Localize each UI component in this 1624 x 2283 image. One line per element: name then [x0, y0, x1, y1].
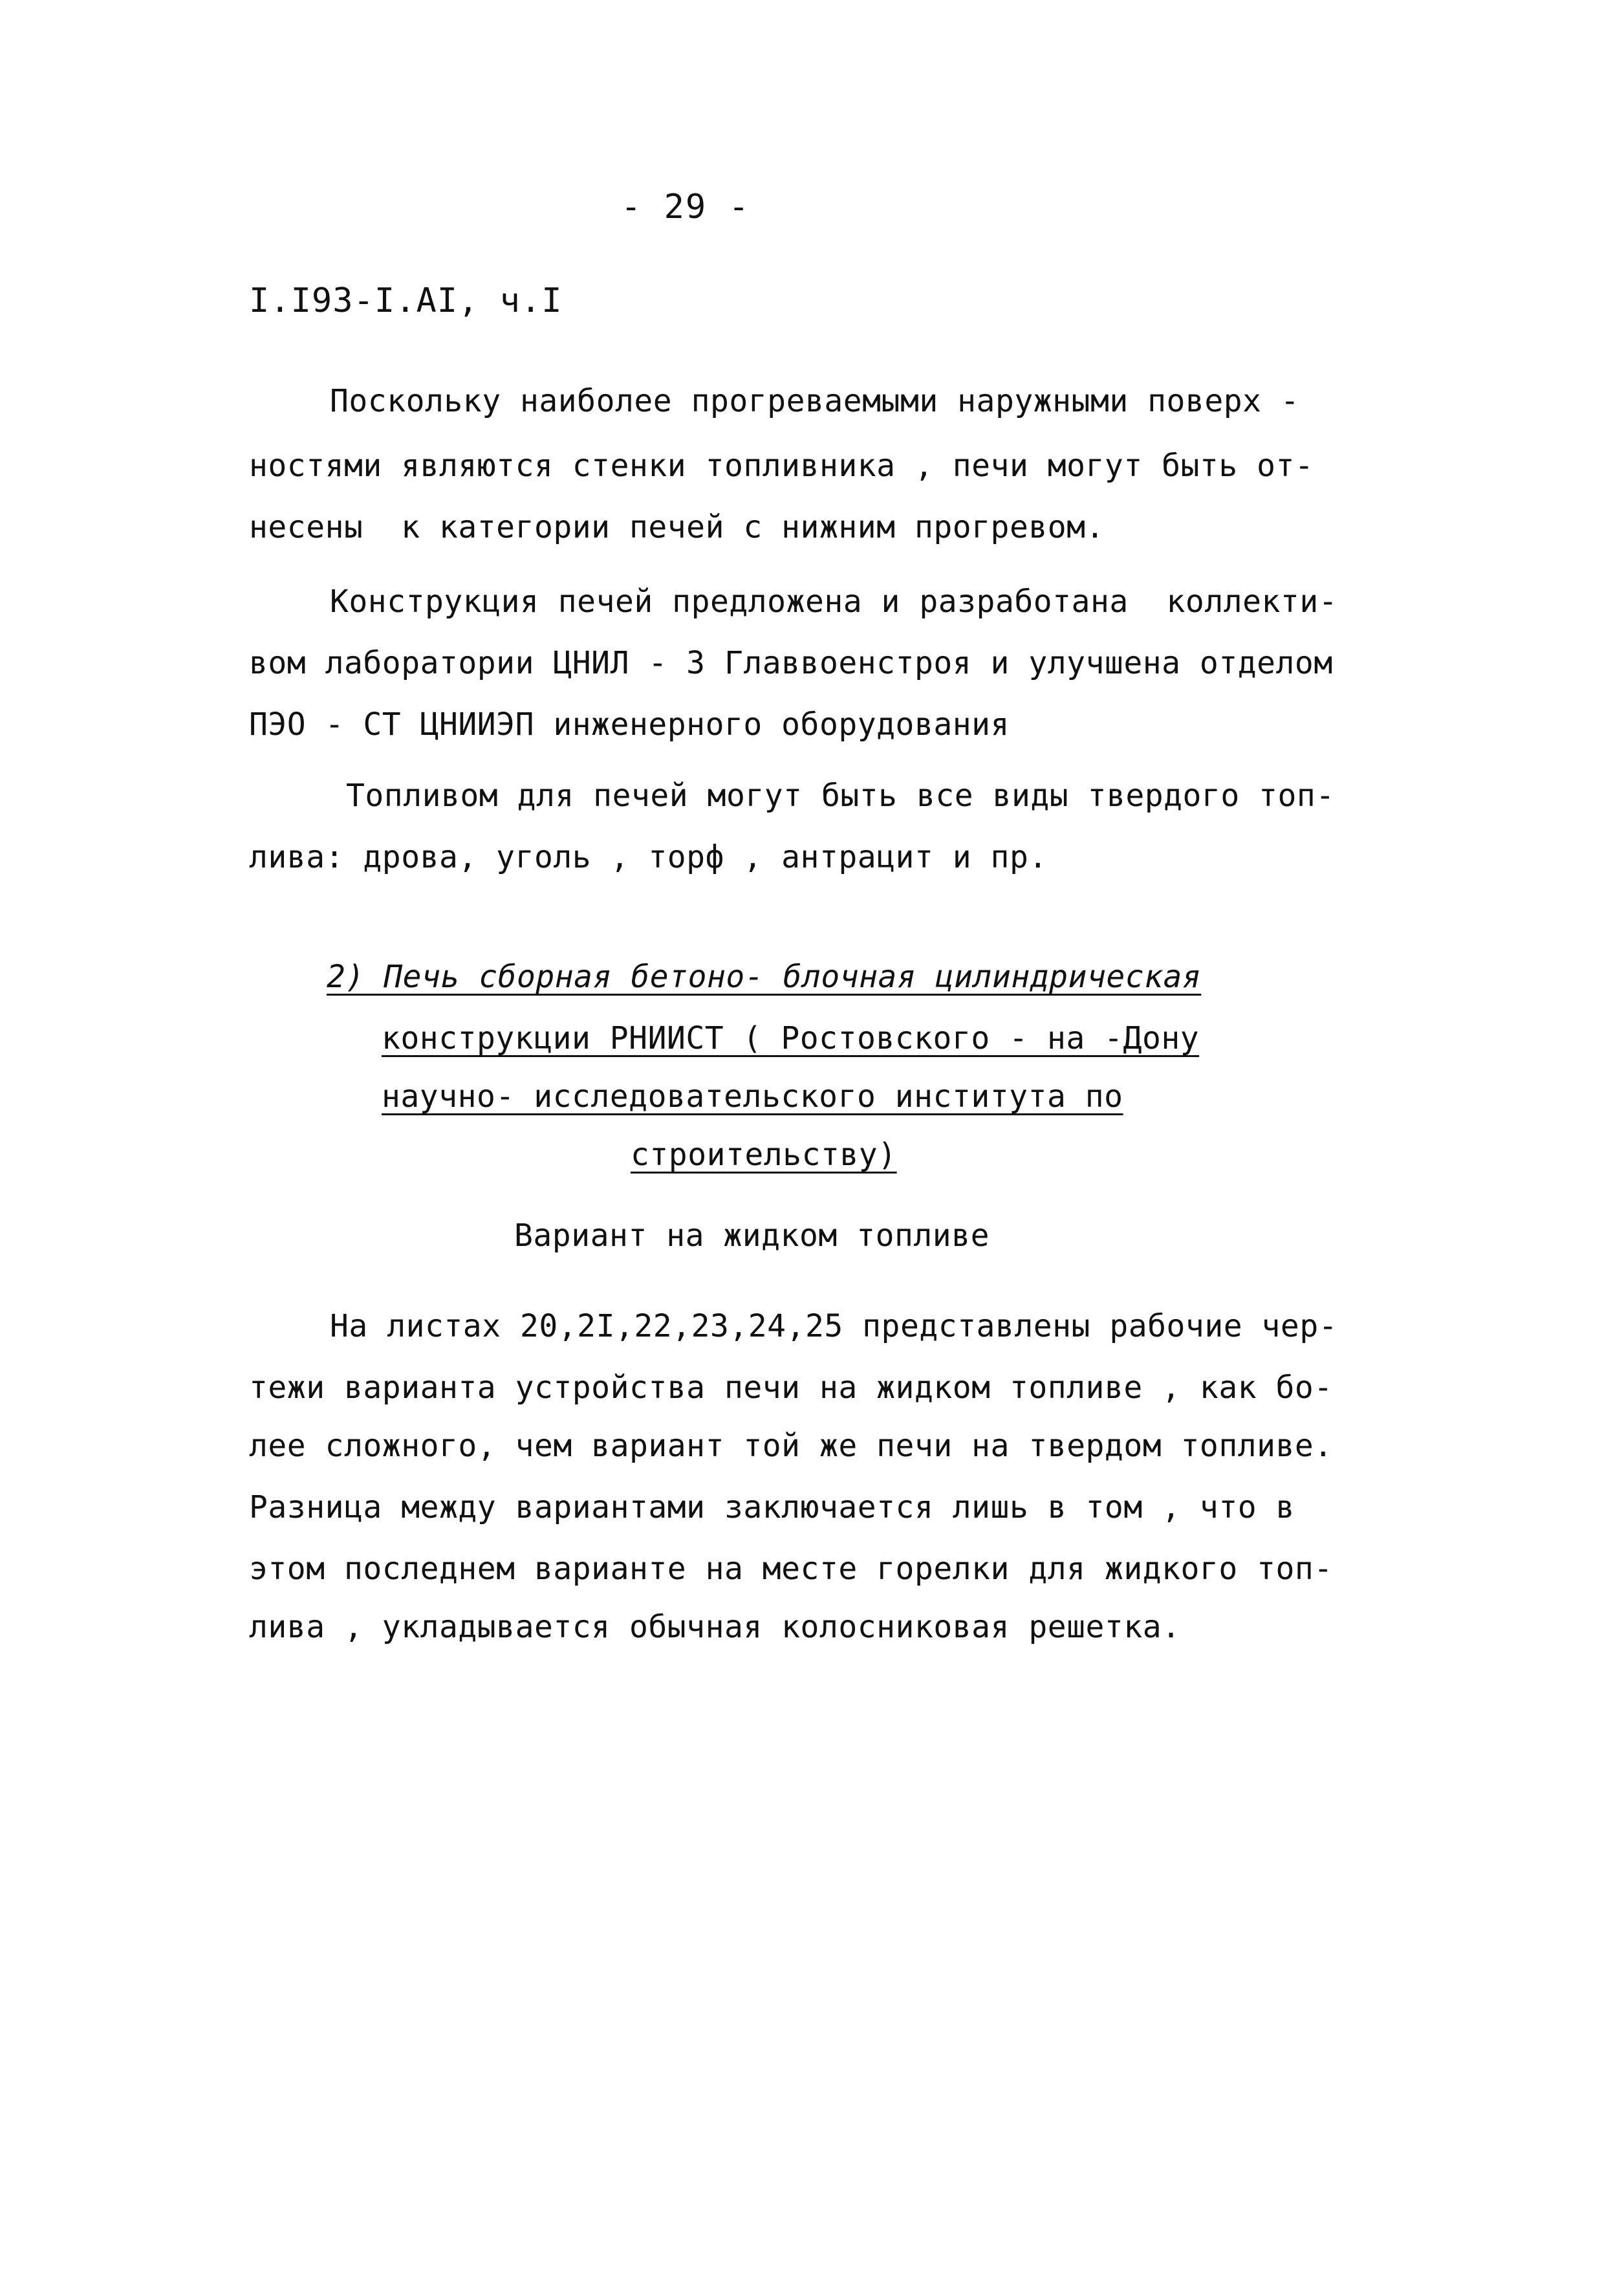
paragraph1-line-1: Поскольку наиболее прогреваемыми наружными поверх - — [330, 383, 1300, 419]
paragraph4-line-4: Разница между вариантами заключается лишь в том , что в — [249, 1489, 1295, 1525]
paragraph4-line-5: этом последнем варианте на месте горелки для жидкого топ- — [249, 1551, 1333, 1587]
paragraph4-line-6: лива , укладывается обычная колосниковая решетка. — [249, 1609, 1181, 1645]
section-heading-line-3: научно- исследовательского института по — [382, 1078, 1123, 1115]
paragraph2-line-2: вом лаборатории ЦНИЛ - 3 Главвоенстроя и улучшена отделом — [249, 645, 1333, 681]
paragraph1-line-2: ностями являются стенки топливника , печи могут быть от- — [249, 448, 1314, 484]
page-number: - 29 - — [621, 188, 750, 226]
paragraph4-line-2: тежи варианта устройства печи на жидком топливе , как бо- — [249, 1370, 1333, 1406]
paragraph3-line-1: Топливом для печей могут быть все виды твердого топ- — [346, 778, 1335, 814]
paragraph4-line-3: лее сложного, чем вариант той же печи на твердом топливе. — [249, 1428, 1333, 1464]
section-heading-line-4: строительству) — [631, 1137, 897, 1173]
section-heading-line-1: 2) Печь сборная бетоно- блочная цилиндрическая — [327, 959, 1202, 995]
paragraph4-line-1: На листах 20,2I,22,23,24,25 представлены рабочие чер- — [330, 1308, 1338, 1344]
document-code: I.I93-I.AI, ч.I — [249, 281, 563, 320]
paragraph2-line-1: Конструкция печей предложена и разработана коллекти- — [330, 584, 1338, 620]
paragraph2-line-3: ПЭО - СТ ЦНИИЭП инженерного оборудования — [249, 706, 1010, 743]
subheading: Вариант на жидком топливе — [514, 1218, 990, 1254]
section-heading-line-2: конструкции РНИИСТ ( Ростовского - на -Дону — [382, 1020, 1200, 1056]
paragraph3-line-2: лива: дрова, уголь , торф , антрацит и пр. — [249, 839, 1048, 875]
paragraph1-line-3: несены к категории печей с нижним прогревом. — [249, 509, 1105, 545]
